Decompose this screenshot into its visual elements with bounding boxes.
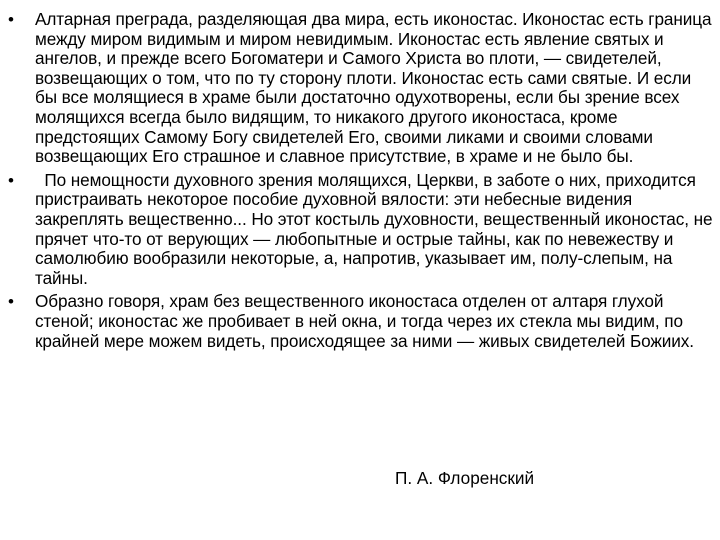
bullet-icon: • — [8, 170, 14, 190]
paragraph-text: По немощности духовного зрения молящихся, Церкви, в заботе о них, приходится пристраивать некоторое пособие духовной вялости: эти небесные видения закреплять вещественно... Но этот костыль духовности, вещественный иконостас, не прячет что-то от верующих — любопытные и острые тайны, как по невежеству и самолюбию вообразили некоторые, а, напротив, указывает им, полу-слепым, на тайны. — [35, 169, 718, 288]
list-item — [8, 169, 718, 289]
quote-bullet-list — [8, 9, 718, 355]
bullet-icon: • — [8, 292, 14, 312]
author-signature: П. А. Флоренский — [395, 468, 535, 488]
paragraph-text: Алтарная преграда, разделяющая два мира, есть иконостас. Иконостас есть граница между миром видимым и миром невидимым. Иконостас есть явление святых и ангелов, и прежде всего Богоматери и Самого Христа во плоти, — свидетелей, возвещающих о том, что по ту сторону плоти. Иконостас есть сами святые. И если бы все молящиеся в храме были достаточно одухотворены, если бы зрение всех молящихся всегда было видящим, то никакого другого иконостаса, кроме предстоящих Самому Богу свидетелей Его, своими ликами и своими словами возвещающих Его страшное и славное присутствие, в храме и не было бы. — [35, 9, 712, 167]
bullet-icon: • — [8, 10, 14, 29]
list-item — [8, 10, 714, 167]
paragraph-text: Образно говоря, храм без вещественного иконостаса отделен от алтаря глухой стеной; иконостас же пробивает в ней окна, и тогда через их стекла мы видим, по крайней мере можем видеть, происходящее за ними — живых свидетелей Божиих. — [35, 291, 694, 351]
list-item — [8, 292, 714, 351]
